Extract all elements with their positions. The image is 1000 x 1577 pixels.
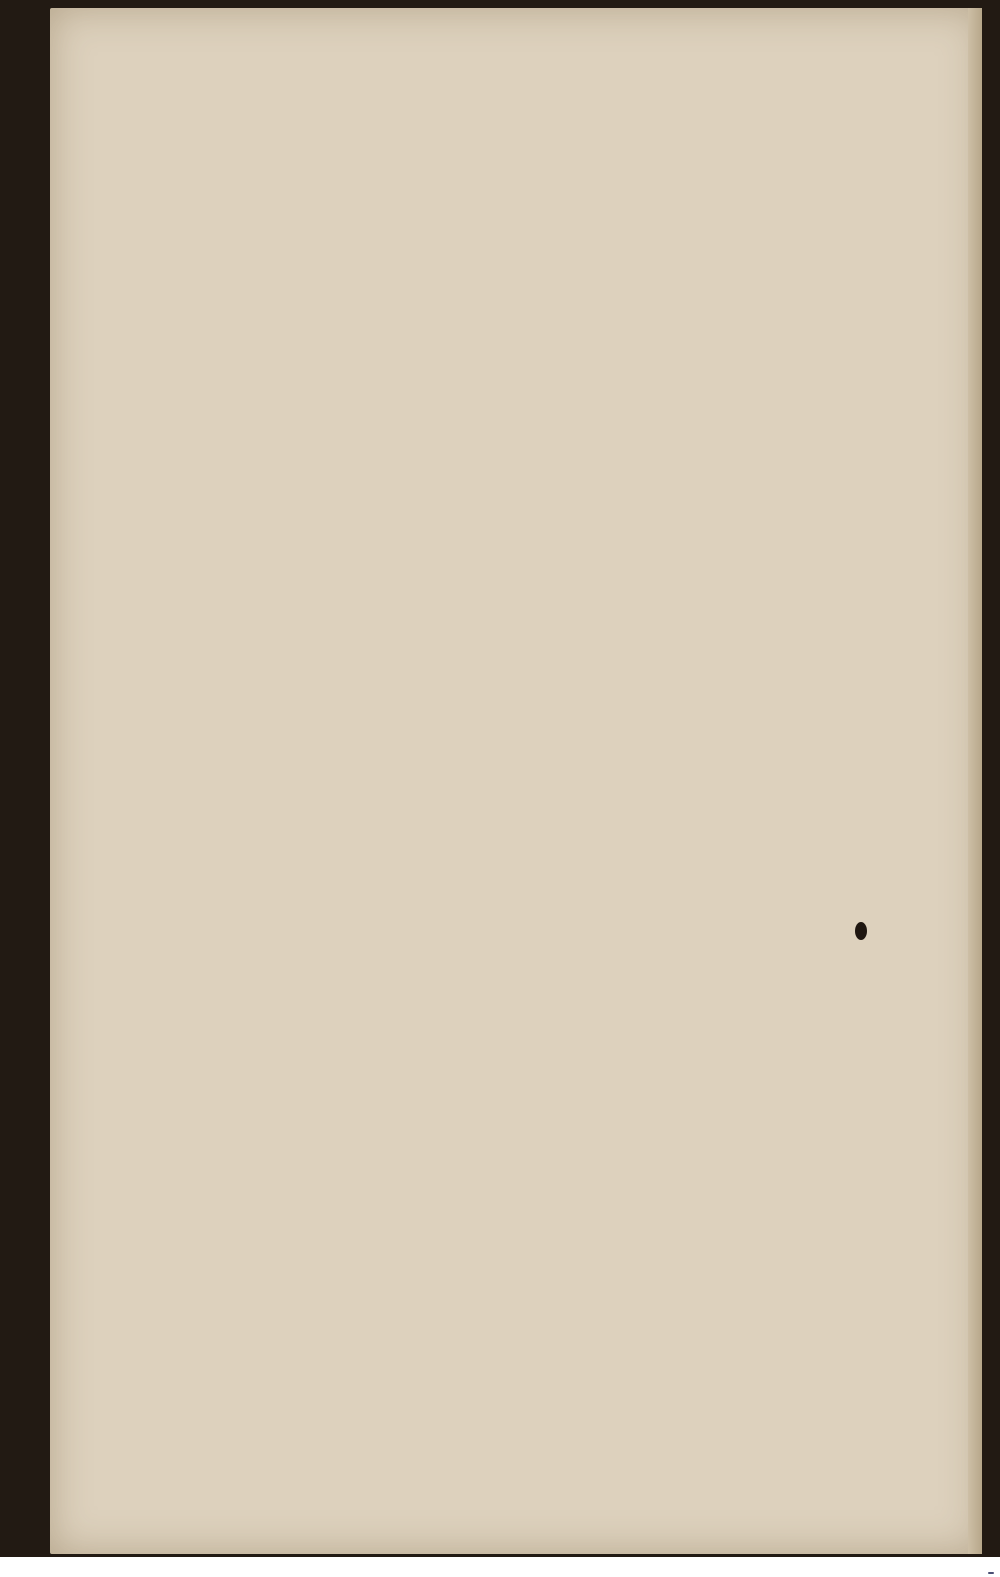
dfg-logo [988,1572,994,1574]
page-edge [968,8,982,1554]
ink-blot [855,922,867,940]
footer-bar [0,1557,1000,1577]
section-heading [255,126,915,170]
body-text [255,126,915,170]
running-head [253,78,853,114]
book-page [50,8,982,1554]
